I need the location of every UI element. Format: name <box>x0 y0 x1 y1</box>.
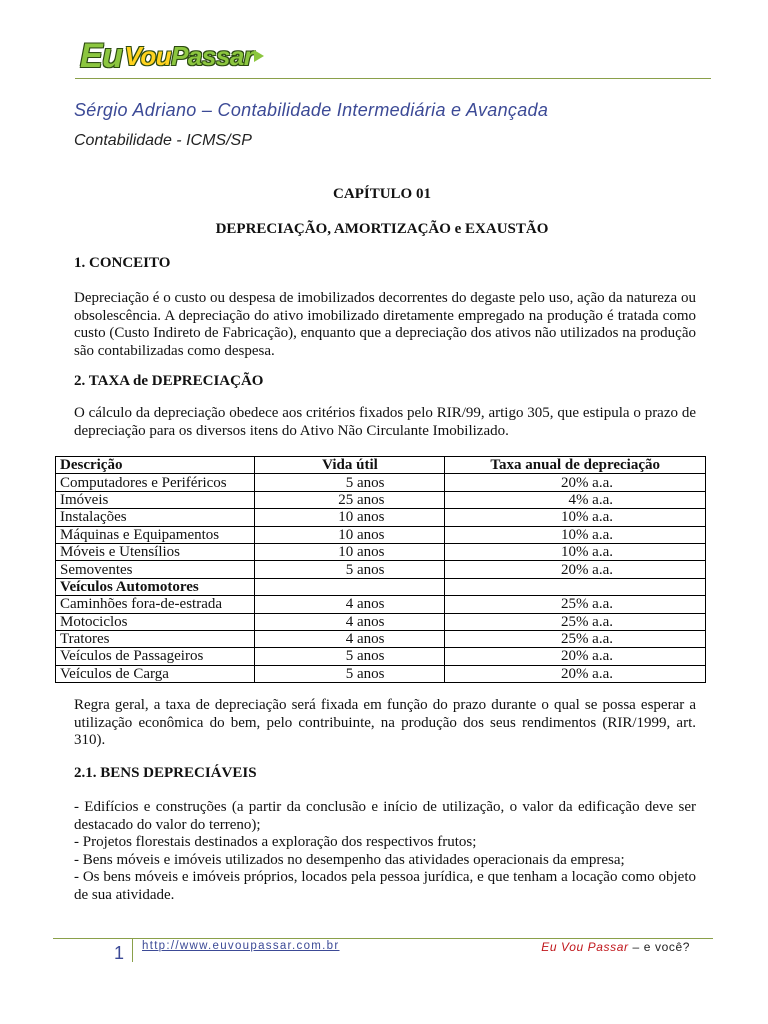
table-row <box>56 648 706 665</box>
chapter-label: CAPÍTULO 01 <box>333 186 431 202</box>
cell-taxa: 10% a.a. <box>445 526 706 543</box>
footer-tagline: – e você? <box>628 940 690 954</box>
list-item: - Os bens móveis e imóveis próprios, locados pela pessoa jurídica, e que tenham a locação como objeto de sua atividade. <box>74 869 696 903</box>
table-header-row <box>56 457 706 474</box>
course-title: Sérgio Adriano – Contabilidade Intermediária e Avançada <box>74 100 549 120</box>
cell-taxa: 20% a.a. <box>445 474 706 491</box>
cell-descricao: Veículos de Carga <box>56 665 255 682</box>
table-row <box>56 474 706 491</box>
cell-vida-util: 10 anos <box>255 509 445 526</box>
cell-taxa: 10% a.a. <box>445 543 706 560</box>
cell-vida-util: 4 anos <box>255 613 445 630</box>
table-group-row <box>56 578 706 595</box>
page-number: 1 <box>114 943 125 963</box>
table-row <box>56 630 706 647</box>
section-2-body: O cálculo da depreciação obedece aos critérios fixados pelo RIR/99, artigo 305, que estipula o prazo de depreciação para os diversos itens do Ativo Não Circulante Imobilizado. <box>74 405 696 439</box>
column-header-taxa: Taxa anual de depreciação <box>445 457 706 474</box>
cell-descricao: Instalações <box>56 509 255 526</box>
cell-vida-util: 25 anos <box>255 491 445 508</box>
section-1-heading: 1. CONCEITO <box>74 255 171 271</box>
column-header-vida-util: Vida útil <box>255 457 445 474</box>
course-subtitle: Contabilidade - ICMS/SP <box>74 132 252 149</box>
cell-vida-util: 5 anos <box>255 561 445 578</box>
footer-slogan <box>541 940 690 954</box>
section-2-1-heading: 2.1. BENS DEPRECIÁVEIS <box>74 765 257 781</box>
cell-vida-util: 4 anos <box>255 630 445 647</box>
footer-divider <box>53 938 713 939</box>
table-row <box>56 665 706 682</box>
cell-descricao: Semoventes <box>56 561 255 578</box>
depreciation-table <box>55 456 706 683</box>
list-item: - Bens móveis e imóveis utilizados no desempenho das atividades operacionais da empresa; <box>74 851 625 868</box>
table-row <box>56 596 706 613</box>
cell-descricao: Caminhões fora-de-estrada <box>56 596 255 613</box>
table-row <box>56 561 706 578</box>
list-item: - Edifícios e construções (a partir da conclusão e início de utilização, o valor da edificação deve ser destacado do valor do terreno); <box>74 799 696 833</box>
logo-eu-text: Eu <box>80 36 123 75</box>
logo-passar-text: Passar <box>171 40 254 71</box>
cell-descricao: Máquinas e Equipamentos <box>56 526 255 543</box>
cell-descricao: Computadores e Periféricos <box>56 474 255 491</box>
cell-vida-util: 10 anos <box>255 543 445 560</box>
cell-taxa: 20% a.a. <box>445 648 706 665</box>
footer-tick <box>132 938 133 962</box>
table-row <box>56 543 706 560</box>
cell-taxa: 20% a.a. <box>445 561 706 578</box>
chapter-title: DEPRECIAÇÃO, AMORTIZAÇÃO e EXAUSTÃO <box>215 221 549 237</box>
cell-descricao: Veículos de Passageiros <box>56 648 255 665</box>
table-row <box>56 509 706 526</box>
header-divider <box>75 78 711 79</box>
cell-taxa: 25% a.a. <box>445 613 706 630</box>
cell-vida-util: 5 anos <box>255 665 445 682</box>
cell-taxa: 20% a.a. <box>445 665 706 682</box>
cell-vida-util: 4 anos <box>255 596 445 613</box>
brand-logo <box>80 34 264 78</box>
cell-taxa: 4% a.a. <box>445 491 706 508</box>
group-label-veiculos: Veículos Automotores <box>56 578 255 595</box>
logo-vou-text: Vou <box>124 40 172 71</box>
cell-taxa <box>445 578 706 595</box>
cell-taxa: 25% a.a. <box>445 596 706 613</box>
cell-descricao: Móveis e Utensílios <box>56 543 255 560</box>
section-1-body: Depreciação é o custo ou despesa de imobilizados decorrentes do degaste pelo uso, ação da natureza ou obsolescência. A depreciação do ativo imobilizado diretamente empregado na produção é tratada como custo (Custo Indireto de Fabricação), enquanto que a depreciação dos ativos não utilizados na produção são contabilizadas como despesa. <box>74 290 696 359</box>
table-row <box>56 613 706 630</box>
cell-descricao: Tratores <box>56 630 255 647</box>
cell-descricao: Imóveis <box>56 491 255 508</box>
rule-paragraph: Regra geral, a taxa de depreciação será fixada em função do prazo durante o qual se possa esperar a utilização econômica do bem, pelo contribuinte, na produção dos seus rendimentos (RIR/1999, art. 310). <box>74 697 696 748</box>
logo-arrow-icon <box>254 50 264 62</box>
depreciable-assets-list <box>74 799 696 904</box>
column-header-descricao: Descrição <box>56 457 255 474</box>
cell-descricao: Motociclos <box>56 613 255 630</box>
table-row <box>56 491 706 508</box>
cell-vida-util: 5 anos <box>255 648 445 665</box>
cell-vida-util <box>255 578 445 595</box>
cell-vida-util: 5 anos <box>255 474 445 491</box>
table-row <box>56 526 706 543</box>
cell-vida-util: 10 anos <box>255 526 445 543</box>
section-2-heading: 2. TAXA de DEPRECIAÇÃO <box>74 373 264 389</box>
footer-website-link[interactable]: http://www.euvoupassar.com.br <box>142 940 340 952</box>
footer-brand: Eu Vou Passar <box>541 940 629 954</box>
cell-taxa: 10% a.a. <box>445 509 706 526</box>
list-item: - Projetos florestais destinados a exploração dos respectivos frutos; <box>74 834 477 850</box>
cell-taxa: 25% a.a. <box>445 630 706 647</box>
